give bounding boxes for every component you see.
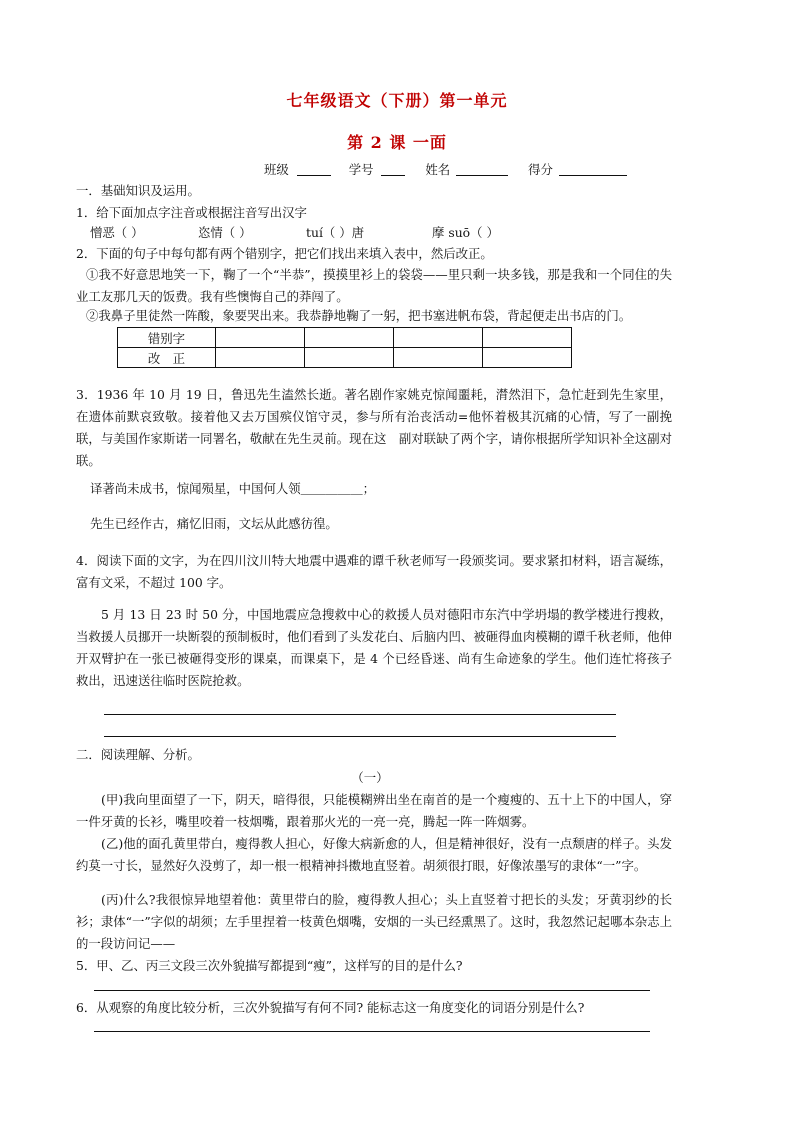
score-label: 得分 — [528, 162, 553, 177]
answer-line[interactable] — [94, 990, 650, 991]
passage-yi: (乙)他的面孔黄里带白，瘦得教人担心，好像大病新愈的人，但是精神很好，没有一点颓唐的样子。头发约莫一寸长，显然好久没剪了，却一根一根精神抖擞地直竖着。胡须很打眼，好像浓墨写的隶体“一”字。 — [76, 836, 672, 873]
q4-passage: 5 月 13 日 23 时 50 分，中国地震应急搜救中心的救援人员对德阳市东汽中学坍塌的教学楼进行搜救，当救援人员挪开一块断裂的预制板时，他们看到了头发花白、后脑内凹、被砸得血肉模糊的谭千秋老师，他伸开双臂护在一张已被砸得变形的课桌，而课桌下，是 4 个已经昏迷、尚有生命迹象的学生。他们连忙将孩子救出，迅速送往临时医院抢救。 — [76, 607, 672, 688]
section-number: （一） — [351, 770, 389, 785]
id-field[interactable] — [381, 161, 405, 176]
table-cell[interactable] — [394, 348, 483, 368]
q4-text: 4．阅读下面的文字，为在四川汶川特大地震中遇难的谭千秋老师写一段颁奖词。要求紧扣材料，语言凝练，富有文采，不超过 100 字。 — [76, 553, 672, 590]
class-field[interactable] — [297, 161, 331, 176]
lesson-title: 第 2 课 一面 — [347, 133, 447, 152]
name-field[interactable] — [456, 161, 508, 176]
class-label: 班级 — [264, 162, 289, 177]
q2-text: 2．下面的句子中每句都有两个错别字，把它们找出来填入表中，然后改正。 — [76, 246, 493, 261]
q3-text: 3．1936 年 10 月 19 日，鲁迅先生溘然长逝。著名剧作家姚克惊闻噩耗，潸然泪下，急忙赶到先生家里，在遗体前默哀致敬。接着他又去万国殡仪馆守灵，参与所有治丧活动=他怀着极其沉痛的心情，写了一副挽联，与美国作家斯诺一同署名，敬献在先生灵前。现在这 副对联缺了两个字，请你根据所学知识补全这副对联。 — [76, 387, 672, 468]
student-info-row — [264, 159, 627, 181]
answer-line[interactable] — [104, 714, 616, 715]
table-cell[interactable] — [305, 348, 394, 368]
q1-item-1: 憎恶（ ） — [90, 225, 144, 240]
q1-text: 1．给下面加点字注音或根据注音写出汉字 — [76, 205, 307, 220]
id-label: 学号 — [348, 162, 374, 177]
passage-bing: (丙)什么?我很惊异地望着他：黄里带白的脸，瘦得教人担心；头上直竖着寸把长的头发；牙黄羽纱的长衫；隶体“一”字似的胡须；左手里捏着一枝黄色烟嘴，安烟的一头已经熏黑了。这时，我忽然记起哪本杂志上的一段访问记—— — [76, 892, 672, 951]
error-table — [117, 327, 572, 368]
name-label: 姓名 — [425, 162, 451, 177]
page-title: 七年级语文（下册）第一单元 — [286, 91, 508, 110]
q1-item-3: tuí（ ）唐 — [306, 225, 365, 240]
table-header-correct: 改 正 — [118, 348, 216, 368]
q2-sentence-2: ②我鼻子里徒然一阵酸，象要哭出来。我恭静地鞠了一躬，把书塞进帆布袋，背起便走出书店的门。 — [86, 308, 632, 323]
table-cell[interactable] — [394, 328, 483, 348]
couplet-line-1: 译著尚未成书，惊闻殒星，中国何人领＿＿＿＿＿； — [90, 481, 375, 496]
table-cell[interactable] — [216, 348, 305, 368]
score-field[interactable] — [559, 161, 627, 176]
answer-line[interactable] — [94, 1031, 650, 1032]
q1-item-4: 摩 suō（ ） — [432, 225, 499, 240]
table-cell[interactable] — [305, 328, 394, 348]
passage-jia: (甲)我向里面望了一下，阴天，暗得很，只能模糊辨出坐在南首的是一个瘦瘦的、五十上下的中国人，穿一件牙黄的长衫，嘴里咬着一枝烟嘴，跟着那火光的一亮一亮，腾起一阵一阵烟雾。 — [76, 792, 672, 829]
couplet-line-2: 先生已经作古，痛忆旧雨，文坛从此感彷徨。 — [90, 516, 338, 531]
table-row — [118, 348, 572, 368]
part1-heading: 一．基础知识及运用。 — [76, 183, 200, 198]
q5-text: 5．甲、乙、丙三文段三次外貌描写都提到“瘦”，这样写的目的是什么? — [76, 958, 463, 973]
q2-sentence-1: ①我不好意思地笑一下，鞠了一个“半恭”，摸摸里衫上的袋袋——里只剩一块多钱，那是我和一个同住的失业工友那几天的饭费。我有些懊悔自己的莽闯了。 — [76, 267, 672, 304]
answer-line[interactable] — [104, 736, 616, 737]
table-cell[interactable] — [483, 328, 572, 348]
table-cell[interactable] — [483, 348, 572, 368]
table-header-wrong: 错别字 — [118, 328, 216, 348]
table-row — [118, 328, 572, 348]
q6-text: 6．从观察的角度比较分析，三次外貌描写有何不同? 能标志这一角度变化的词语分别是什么? — [76, 1000, 585, 1015]
table-cell[interactable] — [216, 328, 305, 348]
q1-item-2: 恣情（ ） — [198, 225, 252, 240]
part2-heading: 二．阅读理解、分析。 — [76, 747, 200, 762]
